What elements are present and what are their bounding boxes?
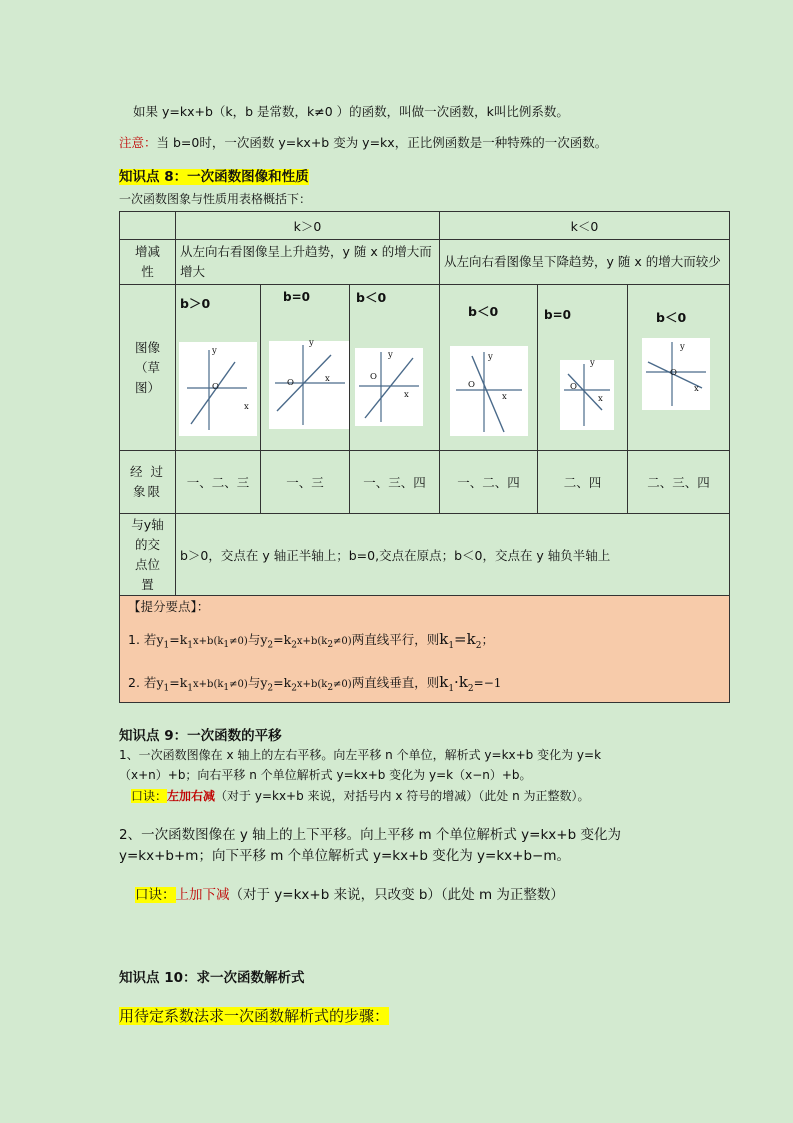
shift-y-line2: y=kx+b+m；向下平移 m 个单位解析式 y=kx+b 变化为 y=kx+b−m。 xyxy=(119,848,570,864)
table-caption: 一次函数图象与性质用表格概括下： xyxy=(119,192,312,206)
graph-5-origin: O xyxy=(570,381,577,392)
trend-label: 增减性 xyxy=(120,240,176,285)
header-empty-cell xyxy=(120,212,176,240)
graph-2-origin: O xyxy=(287,377,294,388)
shift-y-line1: 2、一次函数图像在 y 轴上的上下平移。向上平移 m 个单位解析式 y=kx+b 变化为 xyxy=(119,827,621,843)
tip-2 xyxy=(128,671,721,700)
tip-2-pre: 若 xyxy=(143,675,157,690)
graph-1-origin: O xyxy=(212,381,219,392)
quadrant-4: 一、二、四 xyxy=(440,451,538,514)
graph-2-label: b=0 xyxy=(283,289,310,304)
mnemonic-2-label: 口诀： xyxy=(135,887,176,903)
graph-4-y-label: y xyxy=(488,351,493,362)
graph-2-sketch xyxy=(269,341,349,429)
graph-cell-3 xyxy=(350,285,440,451)
graph-cell-6 xyxy=(628,285,730,451)
graph-4-label: b＜0 xyxy=(468,303,499,319)
section8-heading: 知识点 8：一次函数图像和性质 xyxy=(119,169,309,185)
quadrant-6: 二、三、四 xyxy=(628,451,730,514)
section10-heading: 知识点 10：求一次函数解析式 xyxy=(119,970,305,986)
graph-label: 图像（草图） xyxy=(120,285,176,451)
mnemonic-2 xyxy=(135,886,564,904)
mnemonic-1-rest: （对于 y=kx+b 来说，对括号内 x 符号的增减）（此处 n 为正整数）。 xyxy=(215,789,590,803)
quadrant-1: 一、二、三 xyxy=(176,451,261,514)
quadrant-3: 一、三、四 xyxy=(350,451,440,514)
shift-x-line2: （x+n）+b；向右平移 n 个单位解析式 y=kx+b 变化为 y=k（x−n）+b。 xyxy=(119,768,532,782)
tip-2-num: 2. xyxy=(128,675,140,690)
trend-negative: 从左向右看图像呈下降趋势，y 随 x 的增大而较少 xyxy=(440,240,730,285)
tip-1: 1. 若$y_1=k_1x+b(k_1\ne 0)$与$y_2=k_2x+b(k_2\ne 0)$两直线平行，则$k_1=k_2$； xyxy=(128,630,494,651)
mnemonic-2-rest: （对于 y=kx+b 来说，只改变 b）（此处 m 为正整数） xyxy=(229,887,564,903)
shift-x-line1: 1、一次函数图像在 x 轴上的左右平移。向左平移 n 个单位，解析式 y=kx+b 变化为 y=k xyxy=(119,748,602,762)
steps-line: 用待定系数法求一次函数解析式的步骤： xyxy=(119,1007,390,1025)
mnemonic-1 xyxy=(131,787,590,805)
yint-text: b＞0，交点在 y 轴正半轴上；b=0,交点在原点；b＜0，交点在 y 轴负半轴上 xyxy=(176,514,730,596)
graph-1-x-label: x xyxy=(244,401,249,412)
tip-1-post: 两直线平行，则 xyxy=(351,632,440,647)
definition-text: 如果 y=kx+b（k，b 是常数，k≠0 ）的函数，叫做一次函数，k叫比例系数。 xyxy=(133,104,569,119)
mnemonic-2-key: 上加下减 xyxy=(175,887,230,903)
graph-3-x-label: x xyxy=(404,389,409,400)
tip-1-formula-b: $y_2=k_2x+b(k_2\ne 0)$ xyxy=(260,632,352,651)
graph-4-x-label: x xyxy=(502,391,507,402)
tip-2-post: 两直线垂直，则 xyxy=(351,675,440,690)
graph-6-label: b＜0 xyxy=(656,309,687,325)
note-label: 注意： xyxy=(119,135,157,150)
graph-4-origin: O xyxy=(468,379,475,390)
tip-1-pre: 若 xyxy=(143,632,157,647)
tip-2-formula-a: $y_1=k_1x+b(k_1\ne 0)$ xyxy=(156,675,248,694)
graph-cell-2 xyxy=(261,285,350,451)
quadrant-5: 二、四 xyxy=(538,451,628,514)
graph-3-y-label: y xyxy=(388,349,393,360)
note-text: 当 b=0时，一次函数 y=kx+b 变为 y=kx，正比例函数是一种特殊的一次函数。 xyxy=(156,135,608,150)
k-positive-header: k＞0 xyxy=(176,212,440,240)
k-negative-header: k＜0 xyxy=(440,212,730,240)
tips-cell xyxy=(120,596,730,703)
yint-label: 与y轴的交点位置 xyxy=(120,514,176,596)
tip-1-num: 1. xyxy=(128,632,140,647)
tips-title: 【提分要点】： xyxy=(128,599,210,614)
graph-2-x-label: x xyxy=(325,373,330,384)
graph-1-y-label: y xyxy=(212,345,217,356)
graph-3-origin: O xyxy=(370,371,377,382)
mnemonic-1-key: 左加右减 xyxy=(167,789,216,803)
graph-6-origin: O xyxy=(670,367,677,378)
tip-2-result: $k_1\cdot k_2=-1$ xyxy=(439,673,502,694)
graph-5-x-label: x xyxy=(598,393,603,404)
graph-2-y-label: y xyxy=(309,337,314,348)
note-line xyxy=(119,134,607,152)
tip-1-formula-a: $y_1=k_1x+b(k_1\ne 0)$ xyxy=(156,632,248,651)
trend-positive: 从左向右看图像呈上升趋势，y 随 x 的增大而增大 xyxy=(176,240,440,285)
graph-6-x-label: x xyxy=(694,383,699,394)
graph-1-label: b＞0 xyxy=(180,295,211,311)
properties-table xyxy=(119,211,730,703)
quadrant-label: 经 过象限 xyxy=(120,451,176,514)
graph-5-label: b=0 xyxy=(544,307,572,322)
section9-heading: 知识点 9：一次函数的平移 xyxy=(119,728,282,744)
tip-2-mid: 与 xyxy=(247,675,261,690)
tip-1-mid: 与 xyxy=(247,632,261,647)
graph-5-y-label: y xyxy=(590,357,595,368)
graph-cell-5 xyxy=(538,285,628,451)
graph-3-label: b＜0 xyxy=(356,289,387,305)
quadrant-2: 一、三 xyxy=(261,451,350,514)
tip-1-result: $k_1=k_2$ xyxy=(439,630,482,651)
graph-5-sketch xyxy=(560,357,614,430)
graph-cell-4 xyxy=(440,285,538,451)
mnemonic-1-label: 口诀： xyxy=(131,789,168,803)
graph-6-y-label: y xyxy=(680,341,685,352)
graph-cell-1 xyxy=(176,285,261,451)
tip-2-formula-b: $y_2=k_2x+b(k_2\ne 0)$ xyxy=(260,675,352,694)
